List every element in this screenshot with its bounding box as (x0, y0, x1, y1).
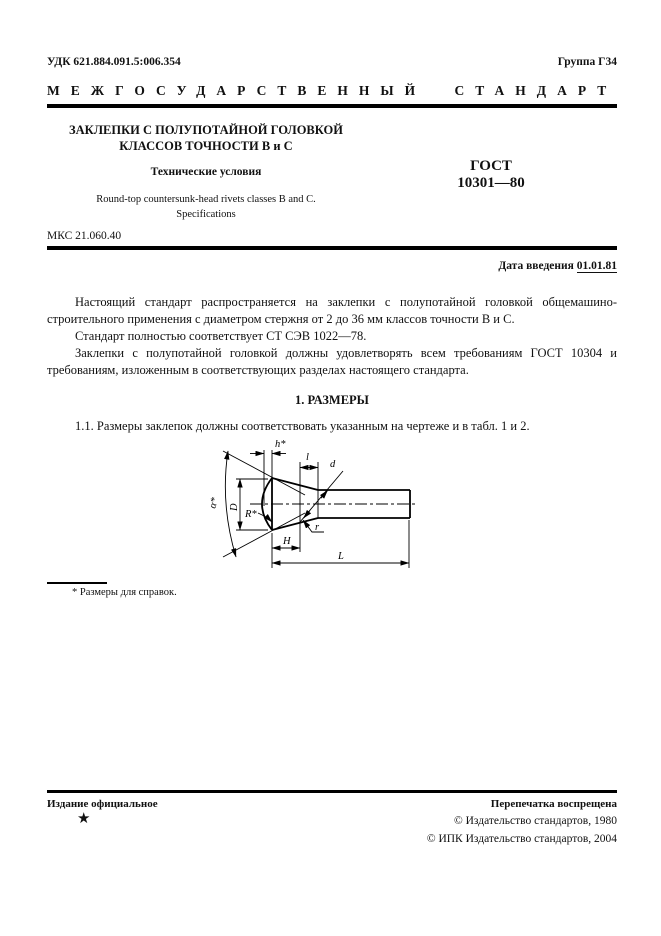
page-footer (47, 790, 617, 848)
dim-label-L: L (338, 550, 344, 562)
doc-number-block (365, 122, 617, 222)
title-en (47, 192, 365, 222)
subtitle: Технические условия (150, 166, 262, 178)
title-ru-line1: ЗАКЛЕПКИ С ПОЛУПОТАЙНОЙ ГОЛОВКОЙ (69, 123, 343, 137)
title-en-line2: Specifications (176, 209, 236, 220)
paragraph-scope: Настоящий стандарт распространяется на заклепки с полупотайной головкой общемашино-строительного применения с диаметром стержня от 2 до 36 мм классов точности В и С. (47, 294, 617, 326)
standard-banner: МЕЖГОСУДАРСТВЕННЫЙ СТАНДАРТ (47, 83, 617, 98)
date-value: 01.01.81 (576, 259, 617, 272)
clause-1-1: 1.1. Размеры заклепок должны соответствовать указанным на чертеже и в табл. 1 и 2. (75, 418, 530, 433)
footnote-rule (47, 582, 107, 584)
footer-notice-row (47, 798, 617, 810)
title-ru-line2: КЛАССОВ ТОЧНОСТИ В и С (119, 139, 293, 153)
intro-paragraphs (47, 294, 617, 379)
copyright-line-1: © Издательство стандартов, 1980 (453, 815, 617, 827)
doc-code-word: ГОСТ (470, 158, 512, 174)
dim-h (250, 439, 286, 506)
dim-label-alpha: α* (207, 495, 221, 510)
footer-rule (47, 790, 617, 793)
title-en-line1: Round-top countersunk-head rivets classes B and C. (96, 194, 316, 205)
banner-rule (47, 104, 617, 108)
udk-code: УДК 621.884.091.5:006.354 (47, 56, 181, 68)
doc-number: 10301—80 (457, 175, 525, 191)
dim-L (272, 520, 409, 568)
reprint-prohibited-label: Перепечатка воспрещена (490, 798, 617, 810)
introduction-date-line (47, 260, 617, 272)
section-1-heading: 1. РАЗМЕРЫ (295, 392, 369, 407)
paragraph-requirements: Заклепки с полупотайной головкой должны удовлетворять всем требованиям ГОСТ 10304 и требованиям, изложенным в соответствующих разделах настоящего стандарта. (47, 345, 617, 377)
dim-R (244, 509, 272, 522)
title-ru (47, 122, 365, 154)
dim-label-R: R* (245, 508, 257, 520)
top-header-row (47, 56, 617, 68)
doc-code (365, 158, 617, 192)
star-icon: ★ (77, 811, 91, 827)
dim-label-d: d (330, 458, 336, 470)
mks-code: МКС 21.060.40 (47, 230, 122, 242)
dim-label-h: h* (275, 438, 286, 450)
dim-label-H: H (283, 535, 291, 547)
dim-label-l: l (306, 451, 309, 463)
rivet-technical-drawing (200, 436, 440, 582)
copyright-block (427, 812, 617, 848)
copyright-line-2: © ИПК Издательство стандартов, 2004 (426, 833, 617, 845)
mks-rule (47, 246, 617, 250)
figure-footnote: * Размеры для справок. (72, 586, 177, 598)
official-edition-label: Издание официальное (47, 798, 158, 810)
dim-label-D: D (229, 502, 240, 511)
title-left-column (47, 122, 365, 222)
group-code: Группа Г34 (557, 56, 617, 68)
title-block (47, 122, 617, 222)
rivet-drawing-figure (47, 435, 617, 581)
dim-label-r: r (315, 521, 320, 533)
footer-bottom-row (47, 812, 617, 848)
dim-l (300, 452, 318, 552)
paragraph-sev: Стандарт полностью соответствует СТ СЭВ 1022—78. (75, 328, 367, 343)
date-label: Дата введения (498, 259, 574, 272)
